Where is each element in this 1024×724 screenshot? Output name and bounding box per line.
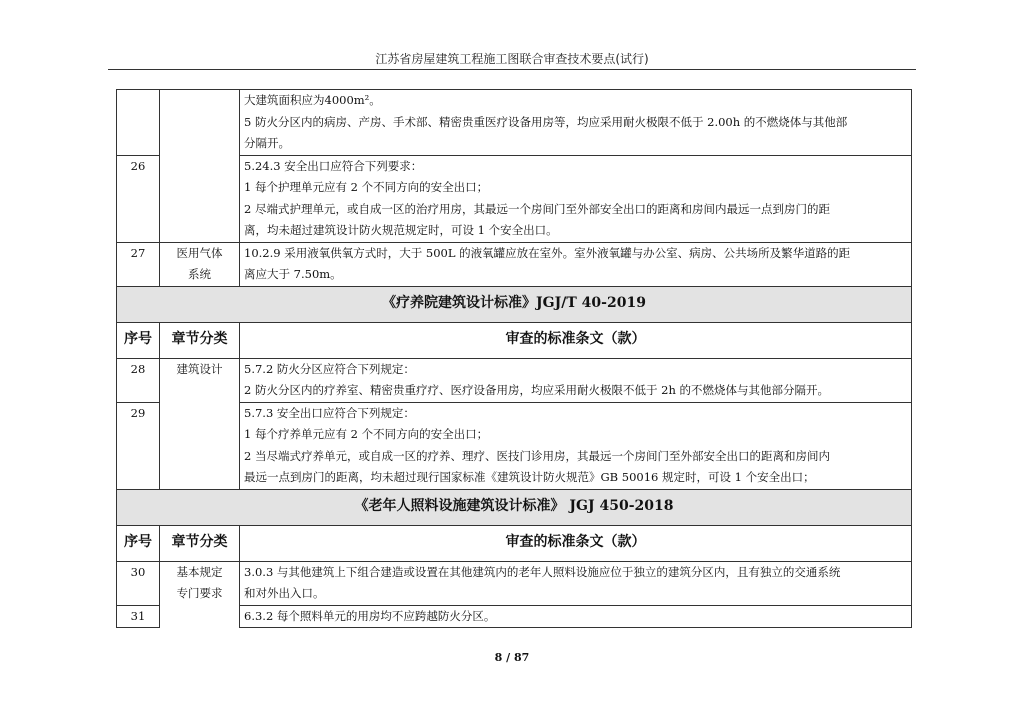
clause-text: 5.7.3 安全出口应符合下列规定： 1 每个疗养单元应有 2 个不同方向的安全出口； 2 当尽端式疗养单元，或自成一区的疗养、理疗、医技门诊用房，其最远一个房间门至外部安全出口的距离和房间内 最远一点到房门的距离，均未超过现行国家标准《建筑设计防火规范》GB 50016 规定时，可设 1 个安全出口； (240, 402, 912, 489)
standards-table (116, 89, 912, 628)
section-title: 《老年人照料设施建筑设计标准》 JGJ 450-2018 (117, 489, 912, 525)
col-header-category: 章节分类 (160, 525, 240, 561)
clause-text: 5.7.2 防火分区应符合下列规定： 2 防火分区内的疗养室、精密贵重疗疗、医疗设备用房，均应采用耐火极限不低于 2h 的不燃烧体与其他部分隔开。 (240, 358, 912, 402)
clause-text: 3.0.3 与其他建筑上下组合建造或设置在其他建筑内的老年人照料设施应位于独立的建筑分区内，且有独立的交通系统 和对外出入口。 (240, 561, 912, 605)
row-number: 28 (117, 358, 160, 402)
table-row (117, 561, 912, 605)
clause-text: 大建筑面积应为4000m²。 5 防火分区内的病房、产房、手术部、精密贵重医疗设备用房等，均应采用耐火极限不低于 2.00h 的不燃烧体与其他部 分隔开。 (240, 90, 912, 156)
row-number: 31 (117, 605, 160, 628)
page-number: 8 / 87 (494, 651, 530, 664)
row-number: 26 (117, 155, 160, 242)
column-header-row (117, 525, 912, 561)
row-number: 30 (117, 561, 160, 605)
col-header-text: 审查的标准条文（款） (240, 525, 912, 561)
clause-text: 5.24.3 安全出口应符合下列要求： 1 每个护理单元应有 2 个不同方向的安全出口； 2 尽端式护理单元，或自成一区的治疗用房，其最远一个房间门至外部安全出口的距离和房间内最远一点到房门的距 离，均未超过建筑设计防火规范规定时，可设 1 个安全出口。 (240, 155, 912, 242)
col-header-text: 审查的标准条文（款） (240, 322, 912, 358)
section-title: 《疗养院建筑设计标准》JGJ/T 40-2019 (117, 286, 912, 322)
col-header-number: 序号 (117, 525, 160, 561)
table-row (117, 358, 912, 402)
section-title-row (117, 286, 912, 322)
clause-text: 10.2.9 采用液氧供氧方式时，大于 500L 的液氧罐应放在室外。室外液氧罐与办公室、病房、公共场所及繁华道路的距 离应大于 7.50m。 (240, 242, 912, 286)
chapter-category: 基本规定 专门要求 (160, 561, 240, 628)
table-row (117, 90, 912, 156)
row-number: 29 (117, 402, 160, 489)
col-header-number: 序号 (117, 322, 160, 358)
section-title-row (117, 489, 912, 525)
row-number: 27 (117, 242, 160, 286)
col-header-category: 章节分类 (160, 322, 240, 358)
chapter-category: 医用气体 系统 (160, 242, 240, 286)
header-rule (108, 69, 916, 70)
clause-text: 6.3.2 每个照料单元的用房均不应跨越防火分区。 (240, 605, 912, 628)
table-row (117, 402, 912, 489)
chapter-category: 建筑设计 (160, 358, 240, 402)
table-row (117, 242, 912, 286)
column-header-row (117, 322, 912, 358)
running-header: 江苏省房屋建筑工程施工图联合审查技术要点(试行) (375, 52, 649, 66)
